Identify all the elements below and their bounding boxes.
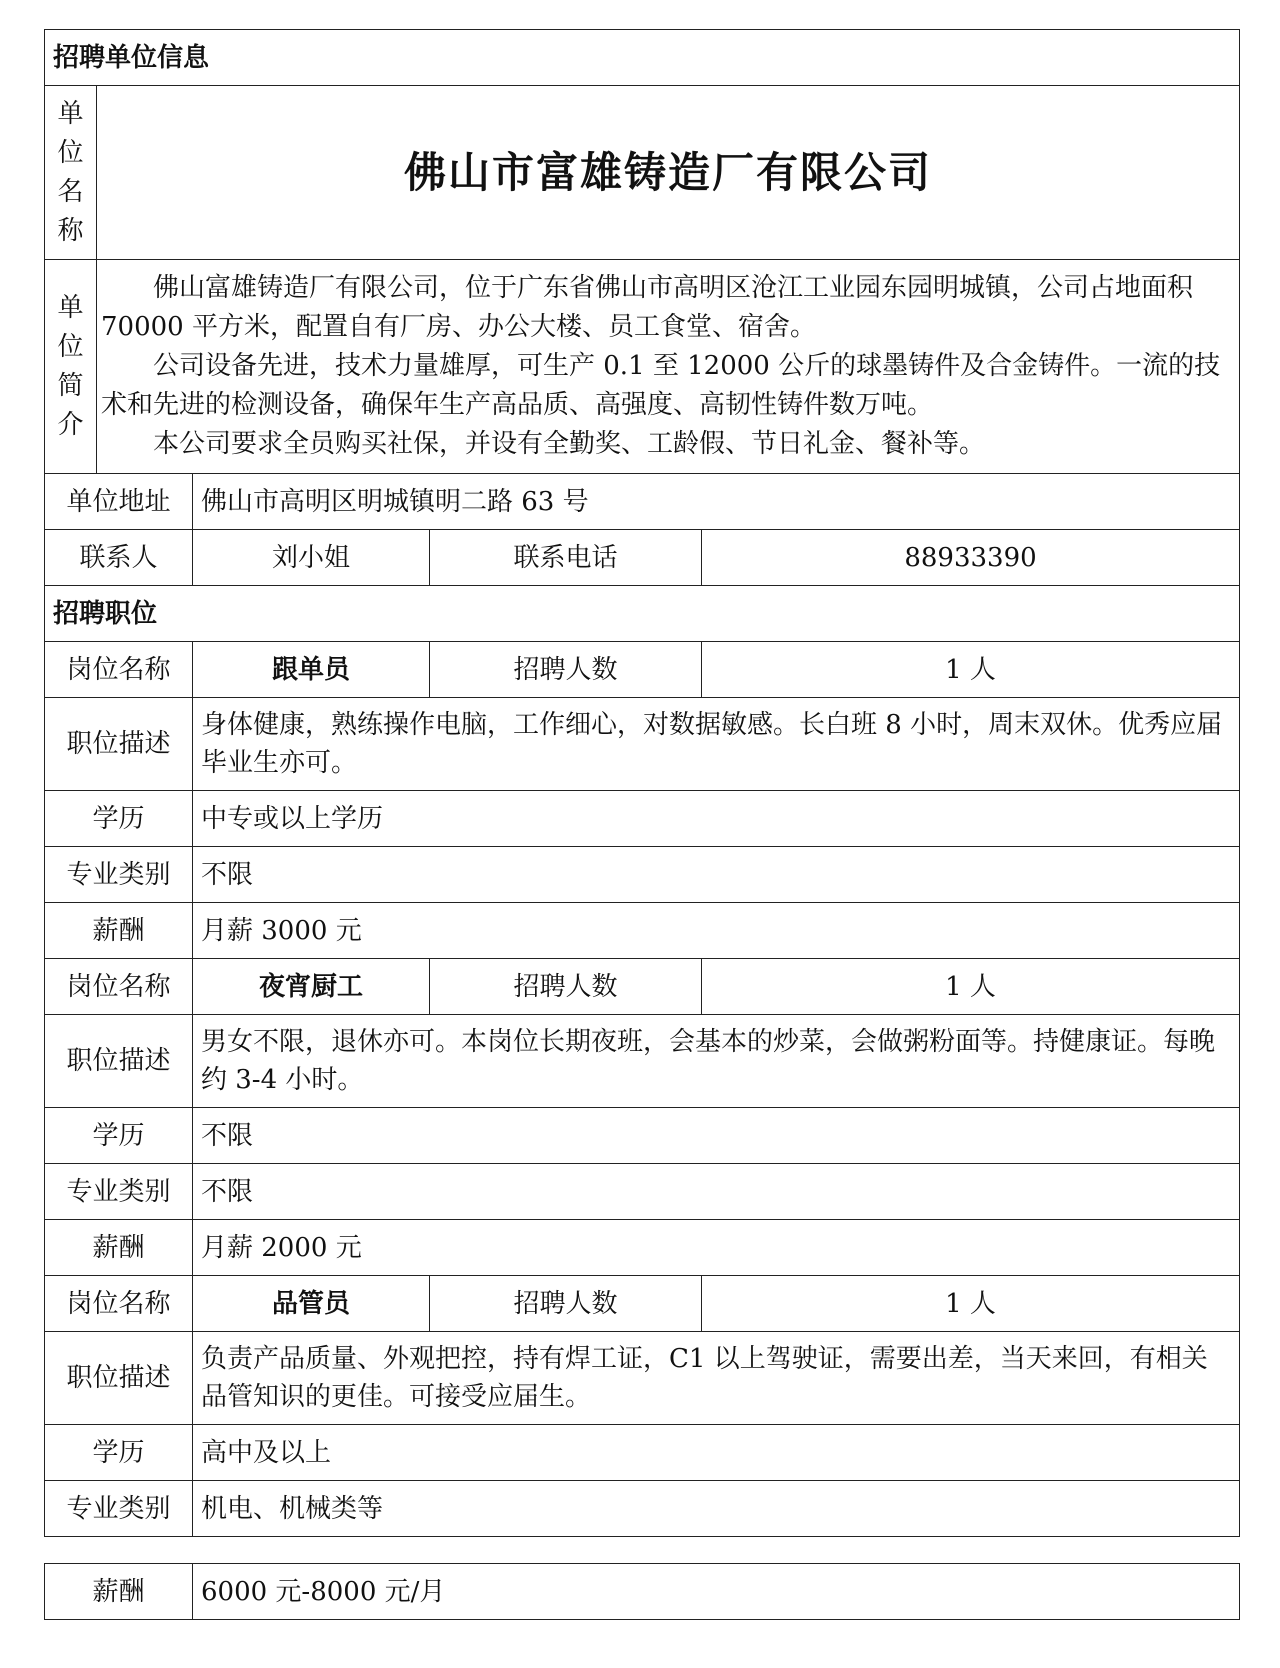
description-label: 职位描述 [45,1015,193,1108]
job-headcount: 1 人 [702,1276,1240,1332]
job-name: 品管员 [193,1276,430,1332]
job-headcount: 1 人 [702,959,1240,1015]
job-education: 不限 [193,1108,1240,1164]
headcount-label: 招聘人数 [430,642,702,698]
job-salary: 6000 元-8000 元/月 [193,1564,1240,1620]
education-label: 学历 [45,791,193,847]
job-headcount: 1 人 [702,642,1240,698]
description-label: 职位描述 [45,698,193,791]
job-name: 跟单员 [193,642,430,698]
job-major: 不限 [193,1164,1240,1220]
major-label: 专业类别 [45,1164,193,1220]
continuation-table [44,1563,1240,1620]
job-description: 男女不限，退休亦可。本岗位长期夜班，会基本的炒菜，会做粥粉面等。持健康证。每晚约 3-4 小时。 [193,1015,1240,1108]
description-label: 职位描述 [45,1332,193,1425]
main-table [44,29,1240,1537]
address-label: 单位地址 [45,474,193,530]
job-major: 机电、机械类等 [193,1481,1240,1537]
headcount-label: 招聘人数 [430,959,702,1015]
company-name: 佛山市富雄铸造厂有限公司 [97,86,1240,260]
intro-paragraph: 佛山富雄铸造厂有限公司，位于广东省佛山市高明区沧江工业园东园明城镇，公司占地面积 70000 平方米，配置自有厂房、办公大楼、员工食堂、宿舍。 [101,273,1194,342]
job-description: 负责产品质量、外观把控，持有焊工证，C1 以上驾驶证，需要出差，当天来回，有相关品管知识的更佳。可接受应届生。 [193,1332,1240,1425]
page-break-gap [44,1537,1239,1563]
contact-value: 刘小姐 [193,530,430,586]
position-name-label: 岗位名称 [45,959,193,1015]
recruitment-form [44,29,1239,1620]
intro-paragraph: 公司设备先进，技术力量雄厚，可生产 0.1 至 12000 公斤的球墨铸件及合金铸件。一流的技术和先进的检测设备，确保年生产高品质、高强度、高韧性铸件数万吨。 [101,351,1221,420]
company-intro [97,260,1240,474]
section-company-info: 招聘单位信息 [45,30,1240,86]
intro-paragraph: 本公司要求全员购买社保，并设有全勤奖、工龄假、节日礼金、餐补等。 [153,429,986,459]
position-name-label: 岗位名称 [45,642,193,698]
job-major: 不限 [193,847,1240,903]
major-label: 专业类别 [45,847,193,903]
job-description: 身体健康，熟练操作电脑，工作细心，对数据敏感。长白班 8 小时，周末双休。优秀应届毕业生亦可。 [193,698,1240,791]
company-name-label: 单 位 名 称 [45,86,97,260]
position-name-label: 岗位名称 [45,1276,193,1332]
job-salary: 月薪 2000 元 [193,1220,1240,1276]
company-intro-label: 单 位 简 介 [45,260,97,474]
job-salary: 月薪 3000 元 [193,903,1240,959]
section-positions: 招聘职位 [45,586,1240,642]
education-label: 学历 [45,1425,193,1481]
phone-label: 联系电话 [430,530,702,586]
salary-label: 薪酬 [45,1564,193,1620]
contact-label: 联系人 [45,530,193,586]
address-value: 佛山市高明区明城镇明二路 63 号 [193,474,1240,530]
job-name: 夜宵厨工 [193,959,430,1015]
education-label: 学历 [45,1108,193,1164]
job-education: 高中及以上 [193,1425,1240,1481]
salary-label: 薪酬 [45,1220,193,1276]
salary-label: 薪酬 [45,903,193,959]
job-education: 中专或以上学历 [193,791,1240,847]
phone-value: 88933390 [702,530,1240,586]
headcount-label: 招聘人数 [430,1276,702,1332]
major-label: 专业类别 [45,1481,193,1537]
